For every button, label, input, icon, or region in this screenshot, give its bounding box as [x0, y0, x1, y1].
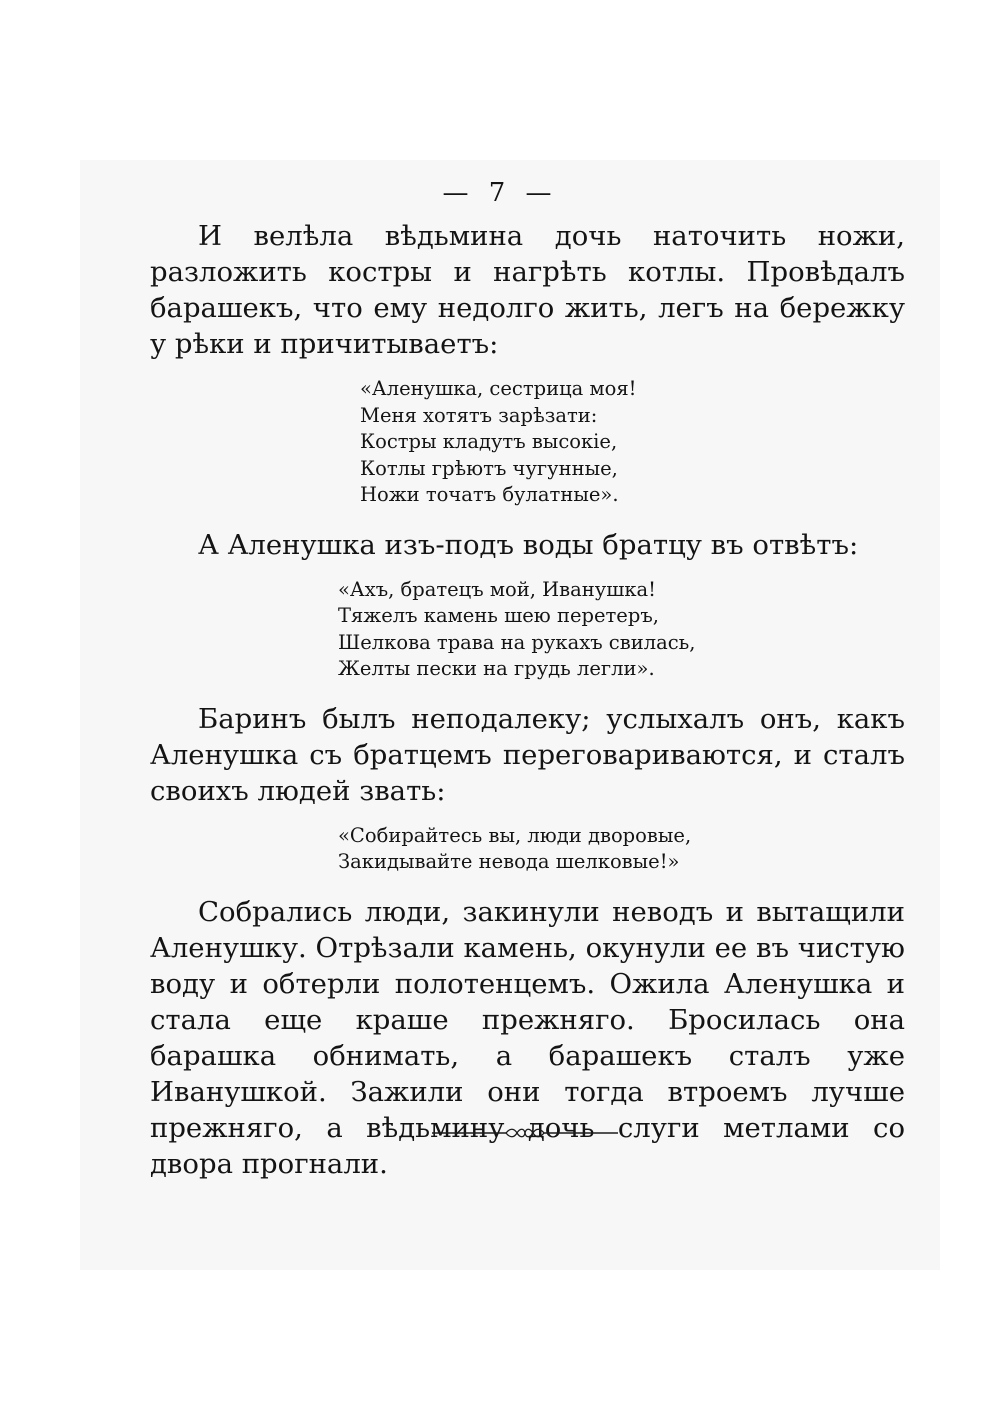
- verse-line: Костры кладутъ высокіе,: [360, 430, 618, 453]
- verse-line: «Аленушка, сестрица моя!: [360, 377, 637, 400]
- text-column: [150, 218, 905, 1182]
- verse-line: Желты пески на грудь легли».: [338, 657, 655, 680]
- verse-line: «Ахъ, братецъ мой, Иванушка!: [338, 577, 656, 601]
- verse-line: «Собирайтесь вы, люди дворовые,: [338, 823, 692, 847]
- verse-block: [360, 376, 905, 509]
- verse-line: Тяжелъ камень шею перетеръ,: [338, 604, 659, 627]
- paragraph: И велѣла вѣдьмина дочь наточить ножи, разложить костры и нагрѣть котлы. Провѣдалъ барашекъ, что ему недолго жить, легъ на бережку у рѣки и причитываетъ:: [150, 220, 905, 360]
- paragraph: Баринъ былъ неподалеку; услыхалъ онъ, какъ Аленушка съ братцемъ переговариваются, и сталъ своихъ людей звать:: [150, 702, 905, 807]
- fleuron-ornament: [432, 1126, 618, 1140]
- verse-block: [338, 823, 905, 876]
- verse-line: Котлы грѣютъ чугунные,: [360, 456, 618, 480]
- verse-line: Шелкова трава на рукахъ свилась,: [338, 630, 696, 654]
- page-number: — 7 —: [442, 178, 558, 208]
- verse-line: Меня хотятъ зарѣзати:: [360, 403, 598, 427]
- paragraph: А Аленушка изъ-подъ воды братцу въ отвѣтъ:: [198, 528, 859, 561]
- verse-block: [338, 577, 905, 683]
- verse-line: Закидывайте невода шелковые!»: [338, 850, 680, 873]
- paragraph: Собрались люди, закинули неводъ и вытащили Аленушку. Отрѣзали камень, окунули ее въ чистую воду и обтерли полотенцемъ. Ожила Аленушка и стала еще краше прежняго. Бросилась она барашка обнимать, а барашекъ сталъ уже Иванушкой. Зажили они тогда втроемъ лучше прежняго, а вѣдьмину дочь слуги метлами со двора прогнали.: [150, 895, 905, 1180]
- verse-line: Ножи точатъ булатные».: [360, 483, 619, 506]
